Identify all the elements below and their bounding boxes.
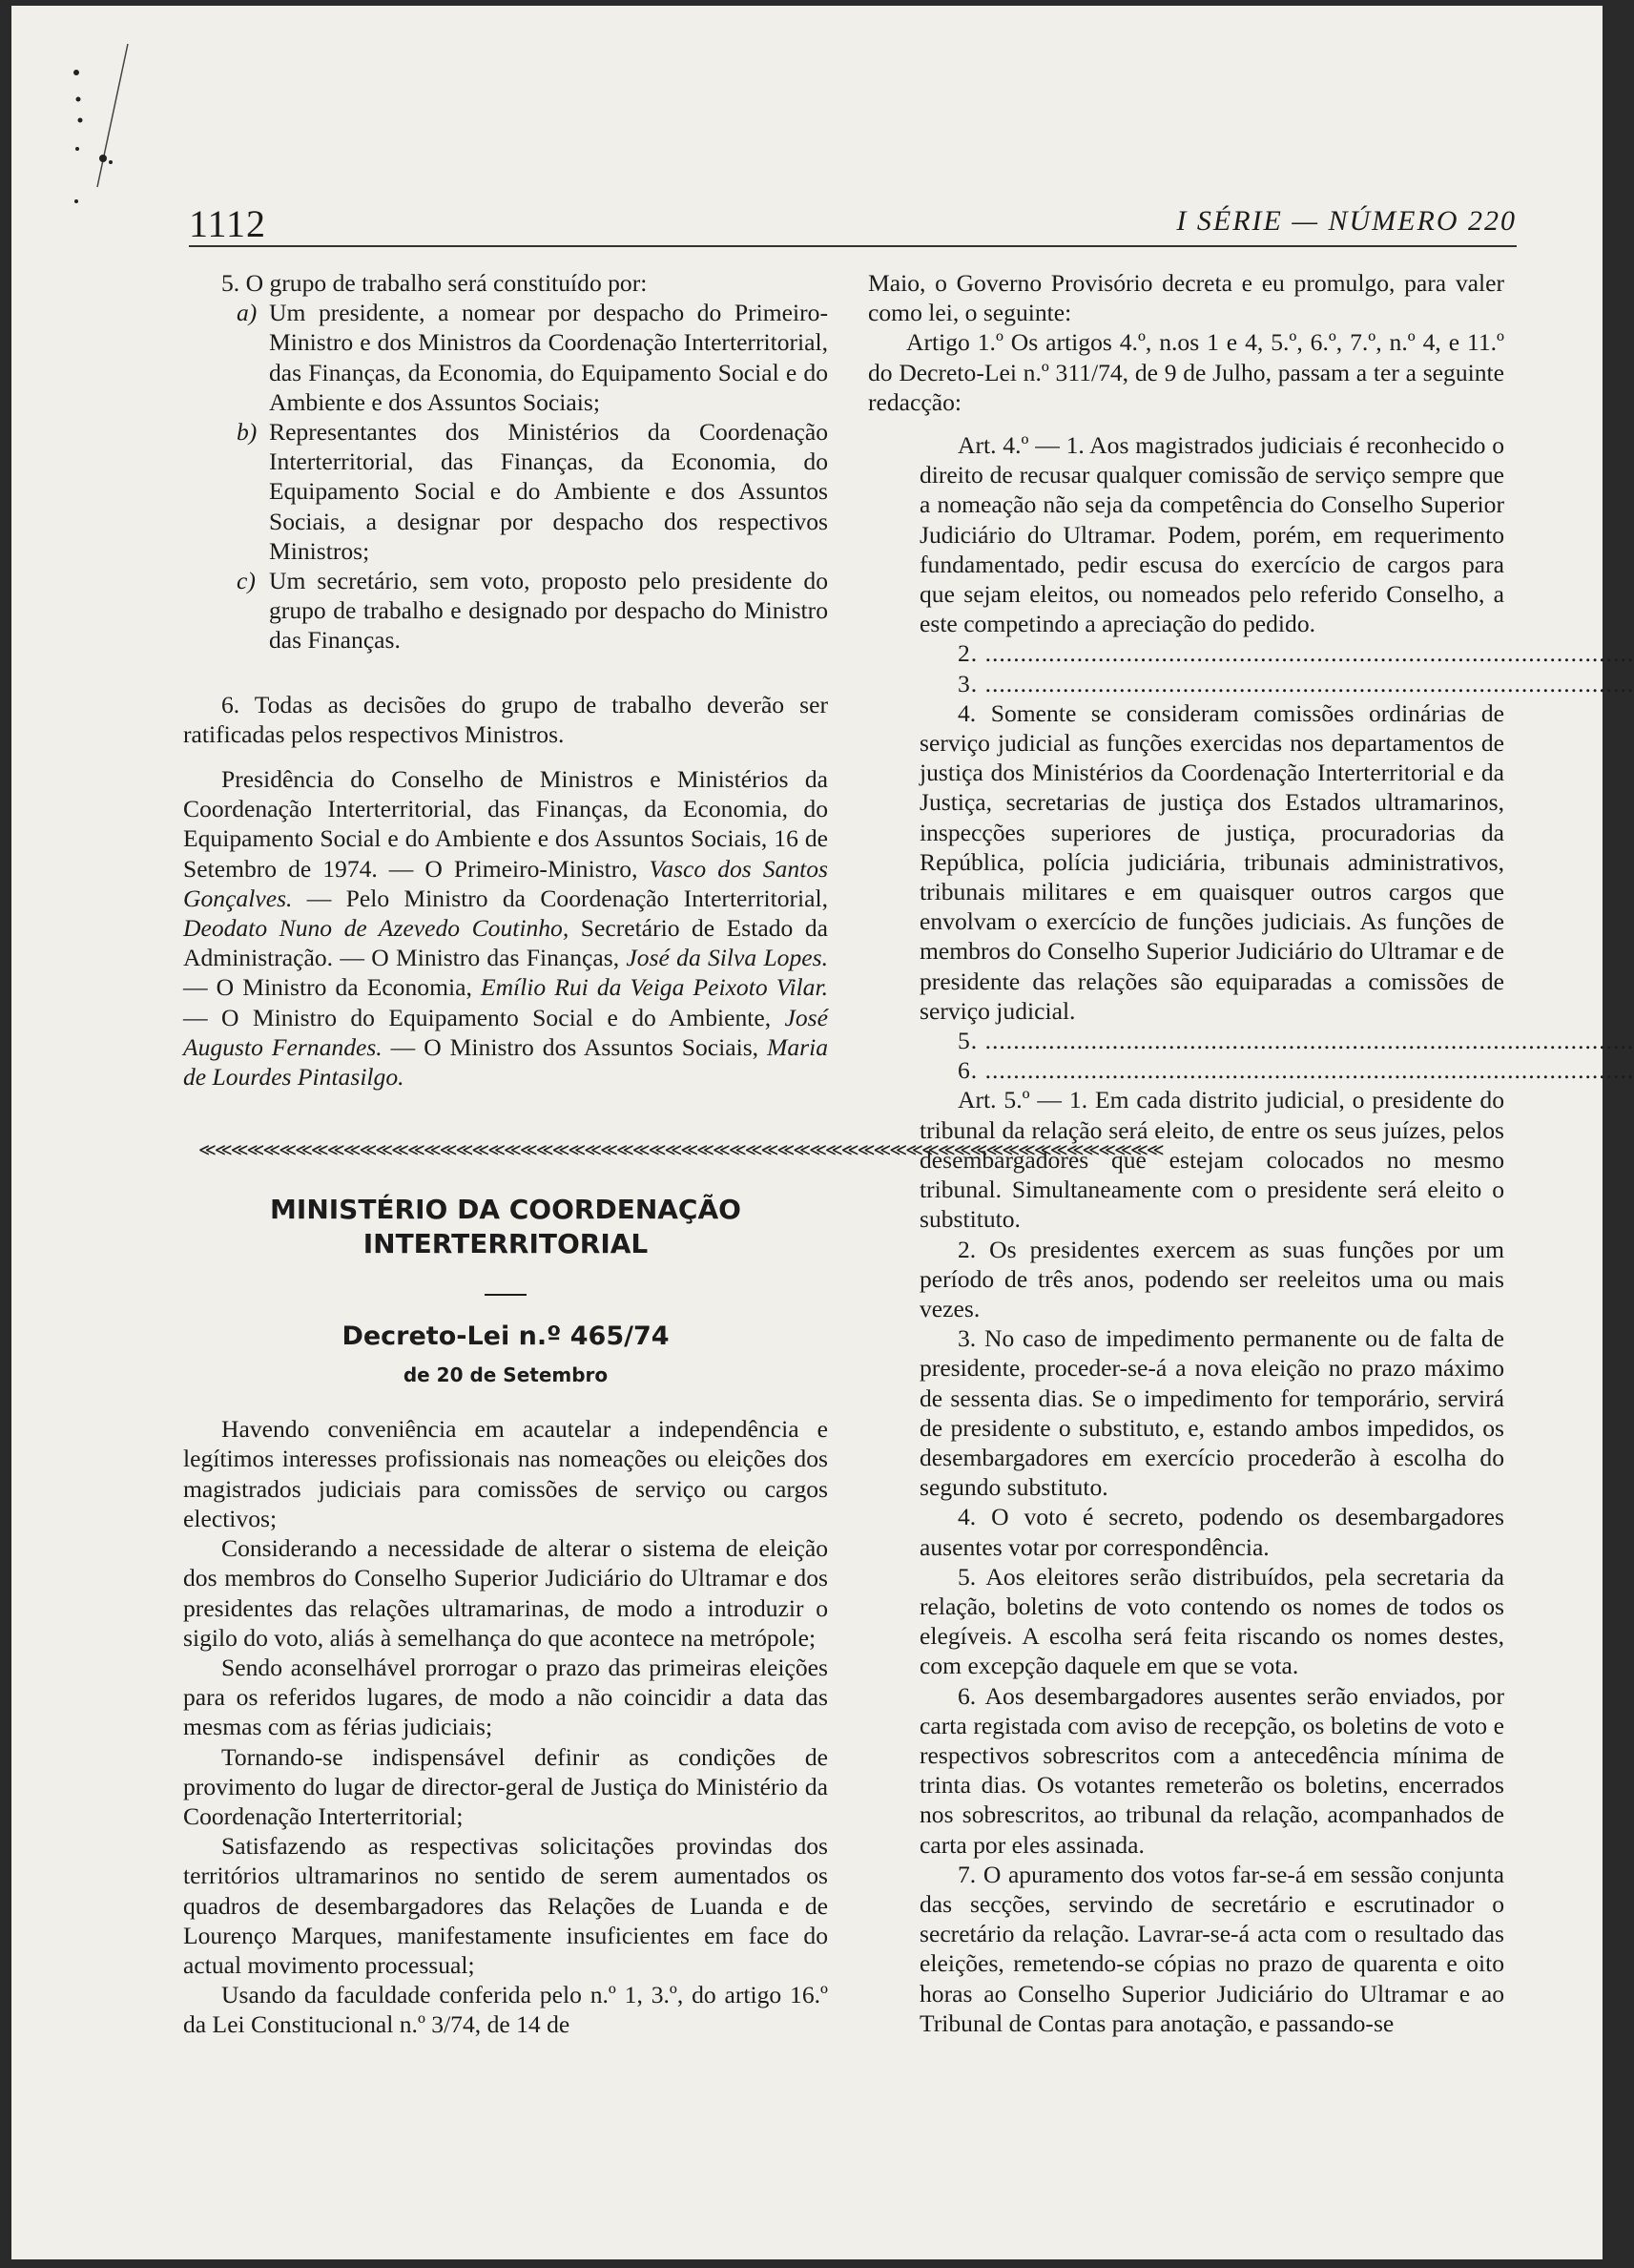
signatory-name: Vasco dos Santos Gonçalves. <box>183 854 828 912</box>
art5-n4: 4. O voto é secreto, podendo os desembargadores ausentes votar por correspondência. <box>920 1503 1504 1561</box>
signatory-name: José da Silva Lopes. <box>626 944 828 972</box>
list-text: Representantes dos Ministérios da Coordenação Interterritorial, das Finanças, da Economia, do Equipamento Social e do Ambiente e dos Assuntos Sociais, a designar por despacho dos respectivos Ministros; <box>269 418 828 565</box>
margin-marks <box>69 44 145 216</box>
art4-n4: 4. Somente se consideram comissões ordinárias de serviço judicial as funções exercidas nos departamentos de justiça dos Ministérios da Coordenação Interterritorial e da Justiça, secretarias de justiça dos Estados ultramarinos, inspecções superiores de justiça, procuradorias da República, polícia judiciária, tribunais administrativos, tribunais militares e em quaisquer outros cargos que envolvam o exercício de funções judiciais. As funções de membros do Conselho Superior Judiciário do Ultramar e de presidente das relações são equiparadas a comissões de serviço judicial. <box>920 698 1504 1025</box>
document-page <box>11 6 1634 2259</box>
list-text: Um presidente, a nomear por despacho do Primeiro-Ministro e dos Ministros da Coordenação Interterritorial, das Finanças, da Economia, do Equipamento Social e do Ambiente e dos Assuntos Sociais; <box>269 299 828 416</box>
art5-n7: 7. O apuramento dos votos far-se-á em sessão conjunta das secções, servindo de secretário e escrutinador o secretário da relação. Lavrar-se-á acta com o resultado das eleições, remetendo-se cópias no prazo de quarenta e oito horas ao Conselho Superior Judiciário do Ultramar e ao Tribunal de Contas para anotação, e passando-se <box>920 1860 1504 2037</box>
ministry-heading <box>183 1193 828 1261</box>
omitted-item: 5. ............................................................................................ <box>958 1027 1634 1055</box>
article-1: Artigo 1.º Os artigos 4.º, n.os 1 e 4, 5.º, 6.º, 7.º, n.º 4, e 11.º do Decreto-Lei n.º 311/74, de 9 de Julho, passam a ter a seguinte redacção: <box>868 328 1504 416</box>
omitted-item: 6. ............................................................................................ <box>958 1056 1634 1085</box>
signatory-name: Emílio Rui da Veiga Peixoto Vilar. <box>480 973 828 1002</box>
list-label: a) <box>237 299 258 327</box>
omitted-item: 3. ............................................................................................ <box>958 669 1634 697</box>
art5-n3: 3. No caso de impedimento permanente ou de falta de presidente, proceder-se-á a nova eleição no prazo máximo de sessenta dias. Se o impedimento for temporário, servirá de presidente o substituto, e, estando ambos impedidos, os desembargadores em exercício procederão à escolha do segundo substituto. <box>920 1324 1504 1502</box>
signoff-text: — O Ministro dos Assuntos Sociais, <box>382 1032 768 1061</box>
series-number: I SÉRIE — NÚMERO 220 <box>1176 205 1517 237</box>
ornament-divider: ≪≪≪≪≪≪≪≪≪≪≪≪≪≪≪≪≪≪≪≪≪≪≪≪≪≪≪≪≪≪≪≪≪≪≪≪≪≪≪≪≪≪≪≪≪≪≪≪≪≪≪≪≪≪≪≪≪≪≪≪ <box>198 1140 1163 1161</box>
signatory-name: Maria de Lourdes Pintasilgo. <box>183 1032 828 1092</box>
list-label: c) <box>237 567 256 595</box>
list-item-b <box>183 417 828 566</box>
right-column <box>868 268 1634 2038</box>
continuation-paragraph: Maio, o Governo Provisório decreta e eu promulgo, para valer como lei, o seguinte: <box>868 269 1504 327</box>
art5-n5: 5. Aos eleitores serão distribuídos, pela secretaria da relação, boletins de voto contendo os nomes de todos os elegíveis. A escolha será feita riscando os nomes destes, com excepção daquele em que se vota. <box>920 1562 1504 1680</box>
ministry-heading-line: MINISTÉRIO DA COORDENAÇÃO <box>270 1194 741 1226</box>
art5-n1: Art. 5.º — 1. Em cada distrito judicial, o presidente do tribunal da relação será eleito, de entre os seus juízes, pelos desembargadores que estejam colocados no mesmo tribunal. Simultaneamente com o presidente será eleito o substituto. <box>920 1086 1504 1234</box>
ministry-heading-line: INTERTERRITORIAL <box>362 1228 649 1260</box>
preamble-paragraph: Usando da faculdade conferida pelo n.º 1, 3.º, do artigo 16.º da Lei Constitucional n.º 3/74, de 14 de <box>183 1981 828 2039</box>
short-rule <box>485 1294 527 1296</box>
signoff-text: — O Ministro do Equipamento Social e do Ambiente, <box>183 1003 785 1031</box>
art4-n1: Art. 4.º — 1. Aos magistrados judiciais é reconhecido o direito de recusar qualquer comissão de serviço sempre que a nomeação não seja da competência do Conselho Superior Judiciário do Ultramar. Podem, porém, em requerimento fundamentado, pedir escusa do exercício de cargos para que sejam eleitos, ou nomeados pelo referido Conselho, a este competindo a apreciação do pedido. <box>920 431 1504 638</box>
preamble-paragraph: Sendo aconselhável prorrogar o prazo das primeiras eleições para os referidos lugares, de modo a não coincidir a data das mesmas com as férias judiciais; <box>183 1653 828 1741</box>
signoff-text: — O Ministro da Economia, <box>183 973 481 1002</box>
page-number: 1112 <box>189 202 267 245</box>
page-header <box>189 192 1517 251</box>
signatory-name: Deodato Nuno de Azevedo Coutinho, <box>183 914 569 943</box>
list-label: b) <box>237 418 258 447</box>
list-text: Um secretário, sem voto, proposto pelo presidente do grupo de trabalho e designado por despacho do Ministro das Finanças. <box>269 567 828 655</box>
omitted-item: 2. ............................................................................................ <box>958 639 1634 668</box>
left-column <box>183 268 1163 2040</box>
signoff-block <box>183 764 828 1092</box>
list-item-a <box>183 298 828 417</box>
preamble-paragraph: Tornando-se indispensável definir as condições de provimento do lugar de director-geral de Justiça do Ministério da Coordenação Interterritorial; <box>183 1742 828 1830</box>
signoff-text: — Pelo Ministro da Coordenação Interterritorial, <box>292 884 828 912</box>
decree-title: Decreto-Lei n.º 465/74 <box>341 1321 670 1352</box>
signoff-text: Presidência do Conselho de Ministros e Ministérios da Coordenação Interterritorial, das Finanças, da Economia, do Equipamento Social e do Ambiente e dos Assuntos Sociais, 16 de Setembro de 1974. — O Primeiro-Ministro, <box>183 765 828 883</box>
preamble-paragraph: Considerando a necessidade de alterar o sistema de eleição dos membros do Conselho Superior Judiciário do Ultramar e dos presidentes das relações ultramarinas, de modo a introduzir o sigilo do voto, aliás à semelhança do que acontece na metrópole; <box>183 1534 828 1652</box>
preamble-paragraph: Satisfazendo as respectivas solicitações provindas dos territórios ultramarinos no sentido de serem aumentados os quadros de desembargadores das Relações de Luanda e de Lourenço Marques, manifestamente insuficientes em face do actual movimento processual; <box>183 1832 828 1979</box>
list-item-c <box>183 566 828 655</box>
preamble-paragraph: Havendo conveniência em acautelar a independência e legítimos interesses profissionais nas nomeações ou eleições dos magistrados judiciais para comissões de serviço ou cargos electivos; <box>183 1415 828 1532</box>
signoff-text: Secretário de Estado da Administração. — O Ministro das Finanças, <box>183 914 828 972</box>
decree-date: de 20 de Setembro <box>403 1363 609 1387</box>
paragraph-5: 5. O grupo de trabalho será constituído por: <box>221 269 648 297</box>
art5-n2: 2. Os presidentes exercem as suas funções por um período de três anos, podendo ser reeleitos uma ou mais vezes. <box>920 1235 1504 1322</box>
signatory-name: José Augusto Fernandes. <box>183 1003 828 1061</box>
header-rule <box>189 245 1517 247</box>
art5-n6: 6. Aos desembargadores ausentes serão enviados, por carta registada com aviso de recepção, os boletins de voto e respectivos sobrescritos com a antecedência mínima de trinta dias. Os votantes remeterão os boletins, encerrados nos sobrescritos, ao tribunal da relação, acompanhados de carta por eles assinada. <box>920 1681 1504 1859</box>
amended-articles <box>868 430 1634 2038</box>
paragraph-6: 6. Todas as decisões do grupo de trabalho deverão ser ratificadas pelos respectivos Ministros. <box>183 690 828 748</box>
